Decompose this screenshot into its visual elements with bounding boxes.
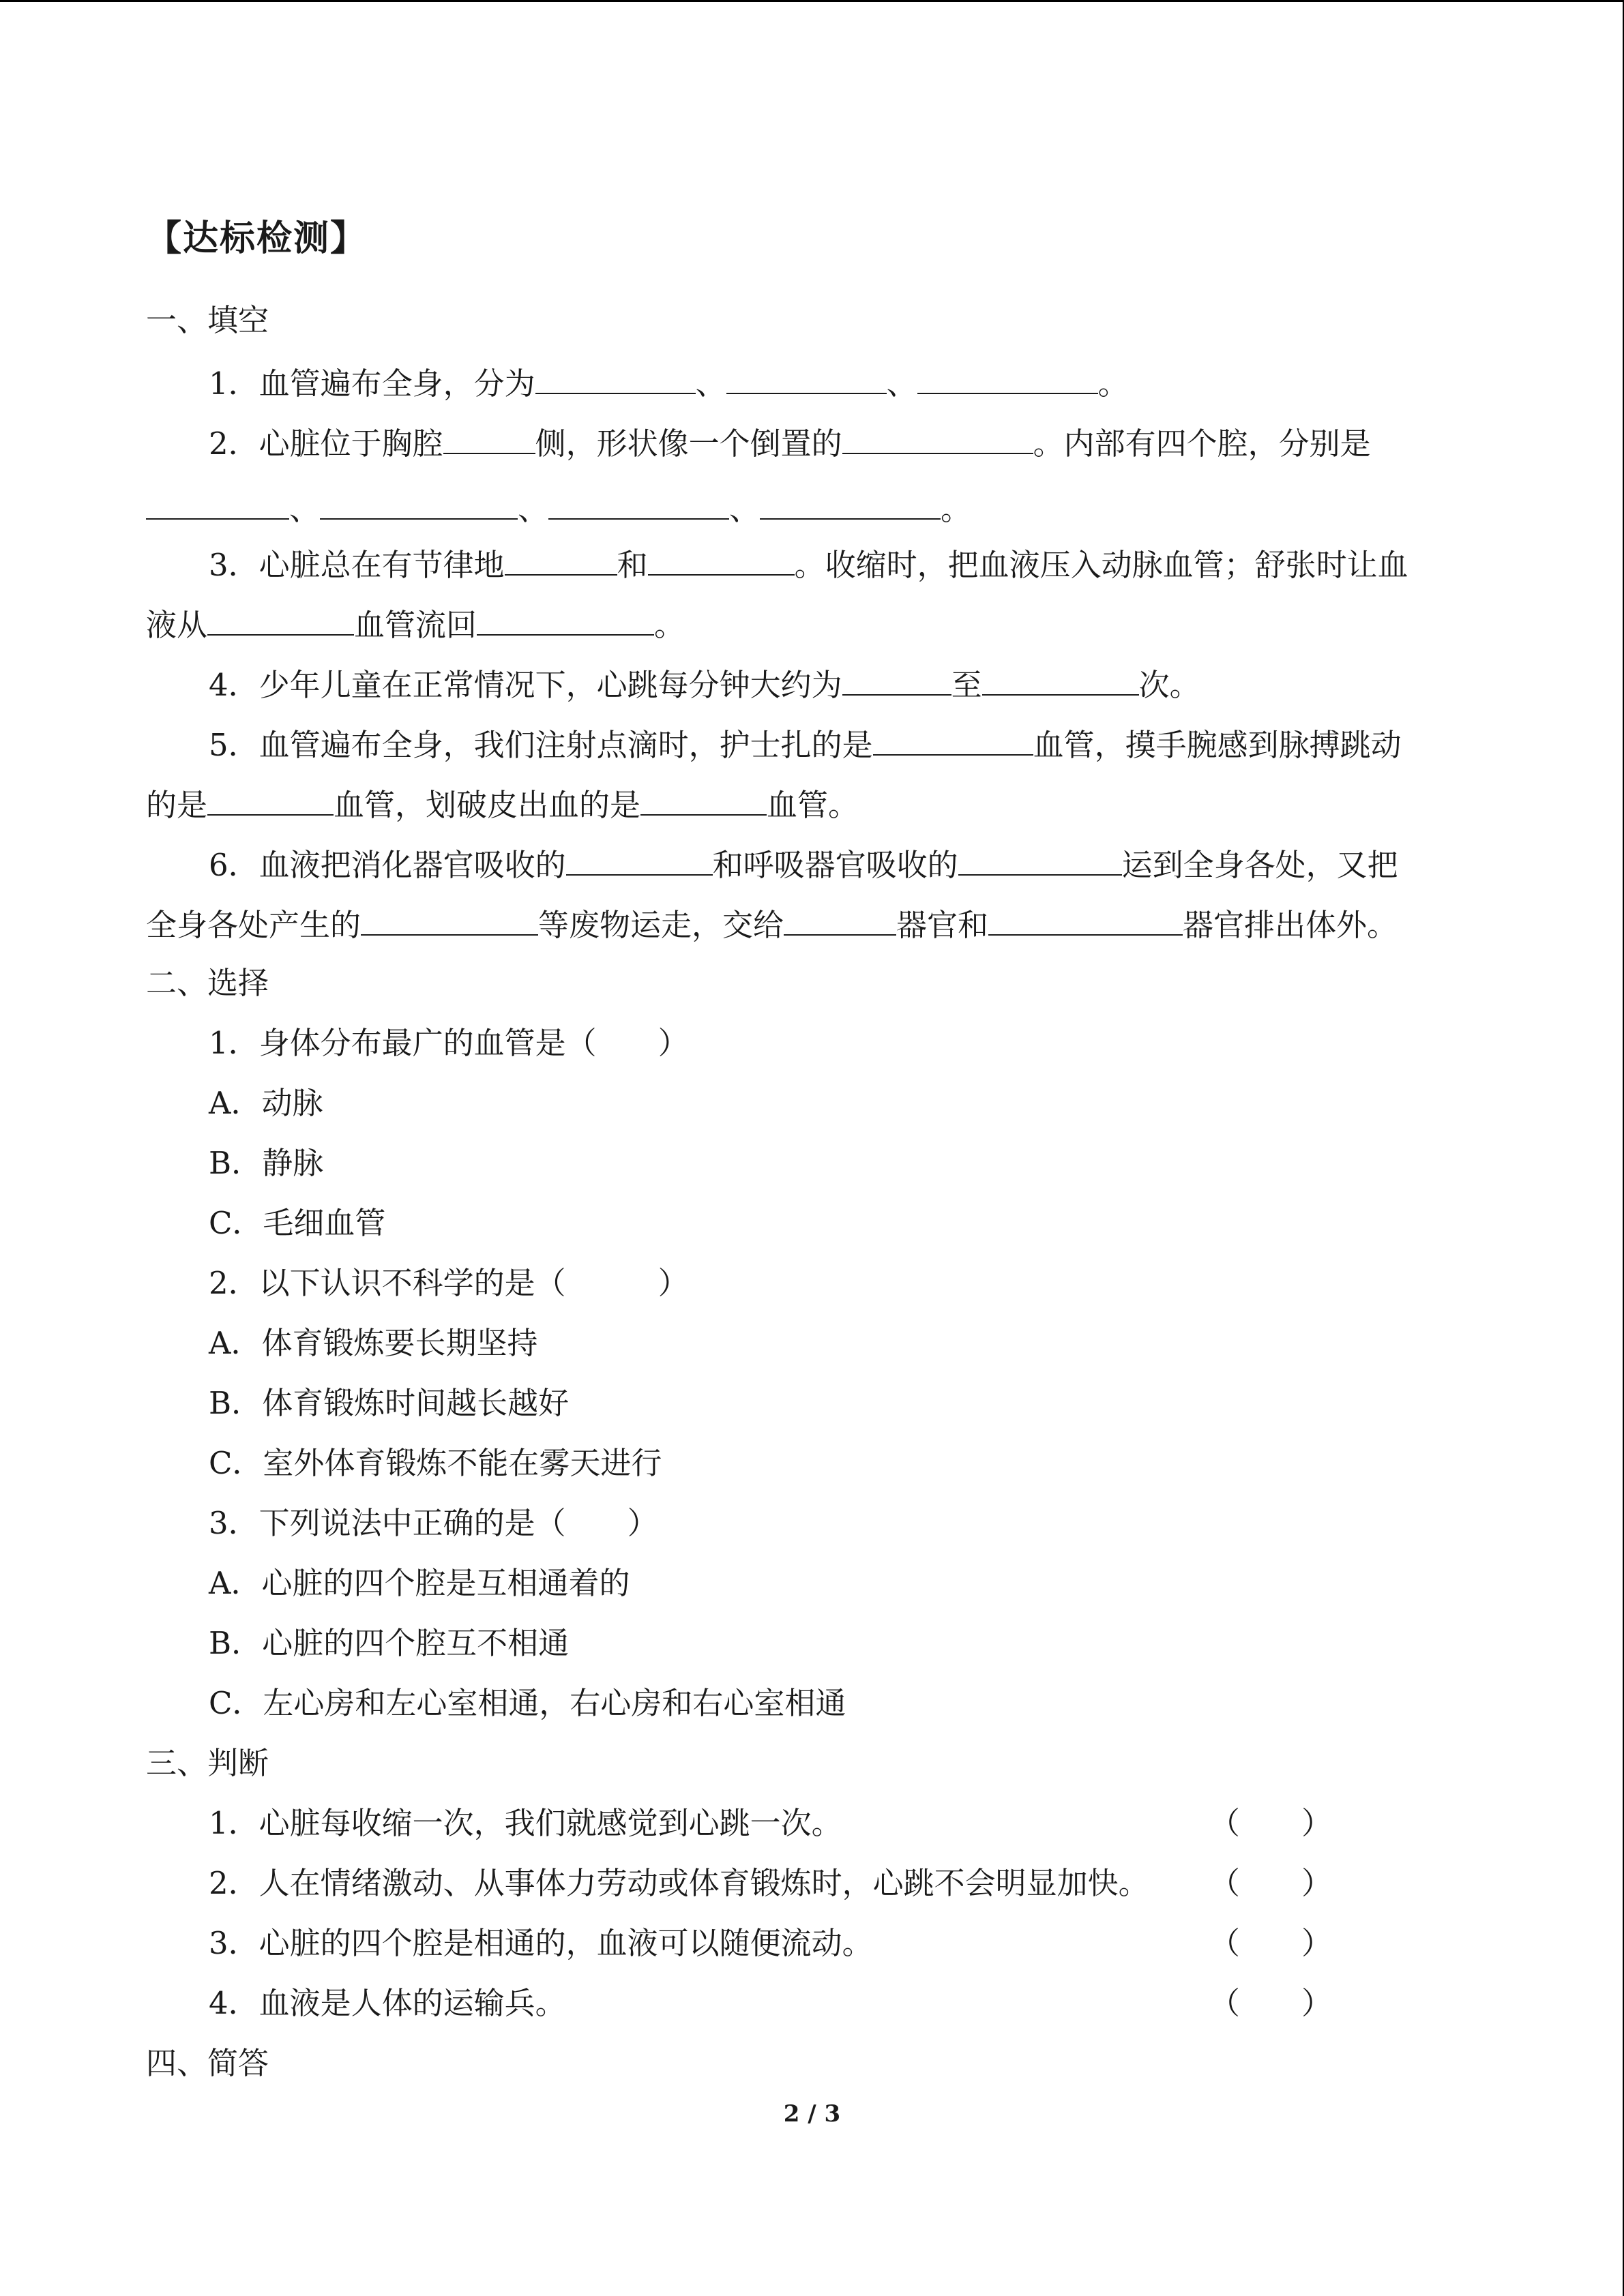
fill-question-5-line-2: 的是 血管，划破皮出血的是 血管。	[146, 783, 859, 826]
fill-question-4: 4．少年儿童在正常情况下，心跳每分钟大约为 至 次。	[209, 663, 1200, 706]
fill-question-6-line-2: 全身各处产生的 等废物运走，交给 器官和 器官排出体外。	[146, 903, 1398, 946]
answer-blank[interactable]	[548, 487, 729, 520]
answer-blank[interactable]	[640, 783, 767, 816]
judge-statement-2: 2．人在情绪激动、从事体力劳动或体育锻炼时，心跳不会明显加快。	[209, 1865, 1149, 1901]
answer-blank[interactable]	[361, 903, 538, 936]
answer-blank[interactable]	[873, 723, 1033, 756]
section-heading: 【达标检测】	[146, 218, 368, 259]
answer-blank[interactable]	[648, 543, 795, 576]
answer-blank[interactable]	[982, 663, 1139, 696]
judge-statement-1: 1．心脏每收缩一次，我们就感觉到心跳一次。	[209, 1805, 842, 1841]
section-title-short-answer: 四、简答	[146, 2045, 269, 2081]
choice-option[interactable]: C．左心房和左心室相通，右心房和右心室相通	[209, 1685, 846, 1721]
judge-answer-bracket[interactable]: （ ）	[1209, 1865, 1333, 1901]
section-title-fill: 一、填空	[146, 302, 269, 338]
choice-question-3: 3．下列说法中正确的是（ ）	[209, 1505, 658, 1541]
answer-blank[interactable]	[842, 421, 1033, 454]
fill-question-2-line-2: 、 、 、 。	[146, 487, 971, 530]
section-title-choice: 二、选择	[146, 965, 269, 1001]
section-title-judge: 三、判断	[146, 1745, 269, 1781]
fill-question-3-line-1: 3．心脏总在有节律地 和 。收缩时，把血液压入动脉血管；舒张时让血	[209, 543, 1408, 586]
judge-answer-bracket[interactable]: （ ）	[1209, 1925, 1333, 1961]
answer-blank[interactable]	[477, 603, 654, 636]
answer-blank[interactable]	[958, 843, 1122, 876]
answer-blank[interactable]	[443, 421, 535, 454]
answer-blank[interactable]	[320, 487, 518, 520]
answer-blank[interactable]	[760, 487, 941, 520]
choice-option[interactable]: B．静脉	[209, 1145, 324, 1181]
choice-option[interactable]: A．心脏的四个腔是互相通着的	[209, 1565, 630, 1601]
choice-option[interactable]: C．室外体育锻炼不能在雾天进行	[209, 1445, 662, 1481]
answer-blank[interactable]	[535, 361, 696, 394]
fill-question-5-line-1: 5．血管遍布全身，我们注射点滴时，护士扎的是 血管，摸手腕感到脉搏跳动	[209, 723, 1402, 766]
page-number: 2 / 3	[783, 2100, 841, 2128]
choice-option[interactable]: A．体育锻炼要长期坚持	[209, 1325, 538, 1361]
answer-blank[interactable]	[784, 903, 896, 936]
choice-option[interactable]: B．心脏的四个腔互不相通	[209, 1625, 570, 1661]
judge-statement-3: 3．心脏的四个腔是相通的，血液可以随便流动。	[209, 1925, 873, 1961]
top-border-line	[0, 0, 1624, 2]
judge-answer-bracket[interactable]: （ ）	[1209, 1805, 1333, 1841]
answer-blank[interactable]	[505, 543, 617, 576]
answer-blank[interactable]	[207, 603, 354, 636]
answer-blank[interactable]	[988, 903, 1183, 936]
answer-blank[interactable]	[566, 843, 713, 876]
answer-blank[interactable]	[207, 783, 334, 816]
judge-answer-bracket[interactable]: （ ）	[1209, 1985, 1333, 2021]
choice-option[interactable]: C．毛细血管	[209, 1205, 386, 1241]
fill-question-6-line-1: 6．血液把消化器官吸收的 和呼吸器官吸收的 运到全身各处，又把	[209, 843, 1398, 886]
fill-question-2-line-1: 2．心脏位于胸腔 侧，形状像一个倒置的 。内部有四个腔，分别是	[209, 421, 1371, 464]
answer-blank[interactable]	[146, 487, 289, 520]
judge-statement-4: 4．血液是人体的运输兵。	[209, 1985, 566, 2021]
choice-question-1: 1．身体分布最广的血管是（ ）	[209, 1025, 689, 1061]
fill-question-1: 1．血管遍布全身，分为 、 、 。	[209, 361, 1129, 404]
choice-question-2: 2．以下认识不科学的是（ ）	[209, 1265, 689, 1301]
choice-option[interactable]: B．体育锻炼时间越长越好	[209, 1385, 570, 1421]
choice-option[interactable]: A．动脉	[209, 1085, 323, 1121]
fill-question-3-line-2: 液从 血管流回 。	[146, 603, 685, 646]
answer-blank[interactable]	[917, 361, 1098, 394]
answer-blank[interactable]	[842, 663, 951, 696]
answer-blank[interactable]	[726, 361, 887, 394]
